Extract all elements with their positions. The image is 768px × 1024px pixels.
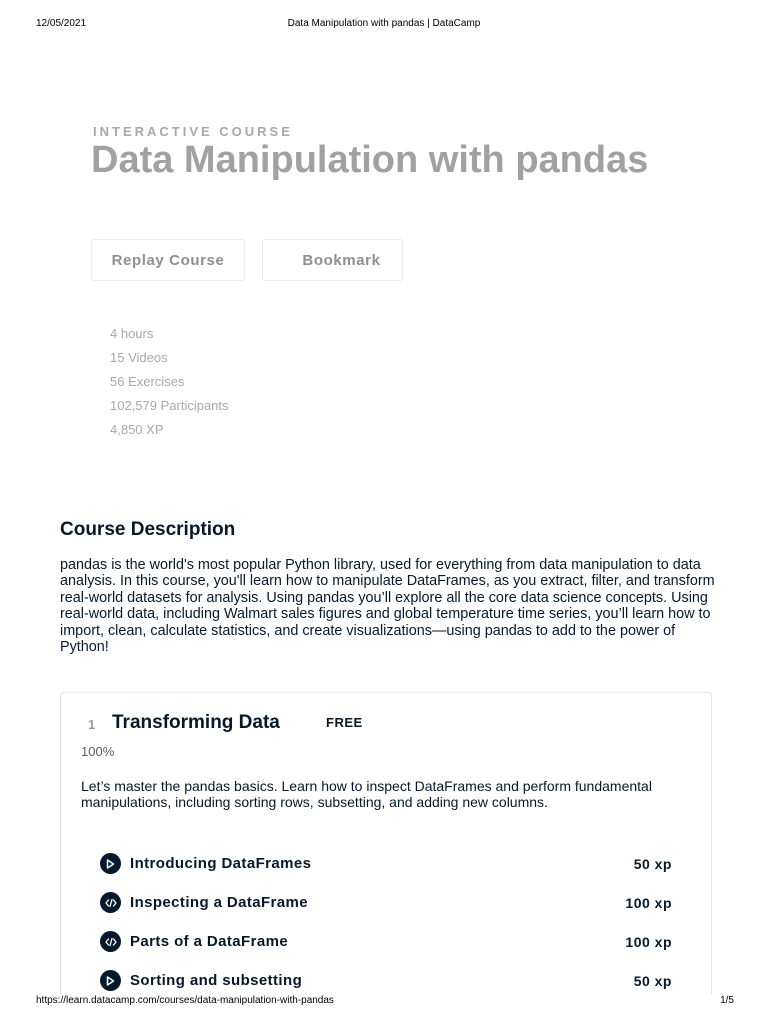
stat-duration: 4 hours: [110, 326, 154, 341]
stat-xp: 4,850 XP: [110, 422, 164, 437]
lesson-xp: 50 xp: [633, 972, 672, 989]
course-type-label: INTERACTIVE COURSE: [93, 124, 293, 139]
lesson-name: Parts of a DataFrame: [130, 933, 289, 950]
code-icon: [100, 931, 121, 952]
print-footer: [0, 995, 768, 1024]
free-badge: FREE: [326, 715, 363, 730]
lesson-name: Inspecting a DataFrame: [130, 894, 309, 911]
lesson-name: Sorting and subsetting: [130, 972, 303, 989]
bookmark-button[interactable]: Bookmark: [262, 239, 403, 281]
lesson-name: Introducing DataFrames: [130, 855, 312, 872]
code-icon: [100, 892, 121, 913]
lesson-xp: 100 xp: [625, 894, 672, 911]
play-icon: [100, 853, 121, 874]
lesson-item[interactable]: [100, 883, 672, 922]
chapter-title[interactable]: Transforming Data: [112, 712, 280, 733]
chapter-number: 1: [88, 717, 96, 732]
chapter-description: Let’s master the pandas basics. Learn how to inspect DataFrames and perform fundamental manipulations, including sorting rows, subsetting, and adding new columns.: [81, 778, 652, 810]
course-description-text: pandas is the world's most popular Python library, used for everything from data manipulation to data analysis. In this course, you'll learn how to manipulate DataFrames, as you extract, filter, and transform real-world datasets for analysis. Using pandas you’ll explore all the core data science concepts. Using real-world data, including Walmart sales figures and global temperature time series, you’ll learn how to import, clean, calculate statistics, and create visualizations—using pandas to add to the power of Python!: [60, 557, 715, 656]
lesson-xp: 50 xp: [633, 855, 672, 872]
stat-exercises: 56 Exercises: [110, 374, 185, 389]
stat-videos: 15 Videos: [110, 350, 168, 365]
course-title: Data Manipulation with pandas: [91, 139, 649, 181]
print-page-number: 1/5: [720, 995, 734, 1006]
lesson-item[interactable]: [100, 922, 672, 961]
lesson-xp: 100 xp: [625, 933, 672, 950]
stat-participants: 102,579 Participants: [110, 398, 229, 413]
course-description-heading: Course Description: [60, 519, 236, 540]
print-page-title: Data Manipulation with pandas | DataCamp: [287, 18, 481, 29]
chapter-card: [60, 692, 712, 1024]
print-date: 12/05/2021: [36, 18, 87, 29]
replay-course-button[interactable]: Replay Course: [91, 239, 245, 281]
chapter-progress: 100%: [81, 744, 115, 759]
print-url: https://learn.datacamp.com/courses/data-manipulation-with-pandas: [36, 995, 334, 1006]
print-header: [0, 18, 768, 32]
play-icon: [100, 970, 121, 991]
lesson-item[interactable]: [100, 844, 672, 883]
course-stats: [110, 326, 229, 446]
lesson-list: [100, 844, 672, 1000]
